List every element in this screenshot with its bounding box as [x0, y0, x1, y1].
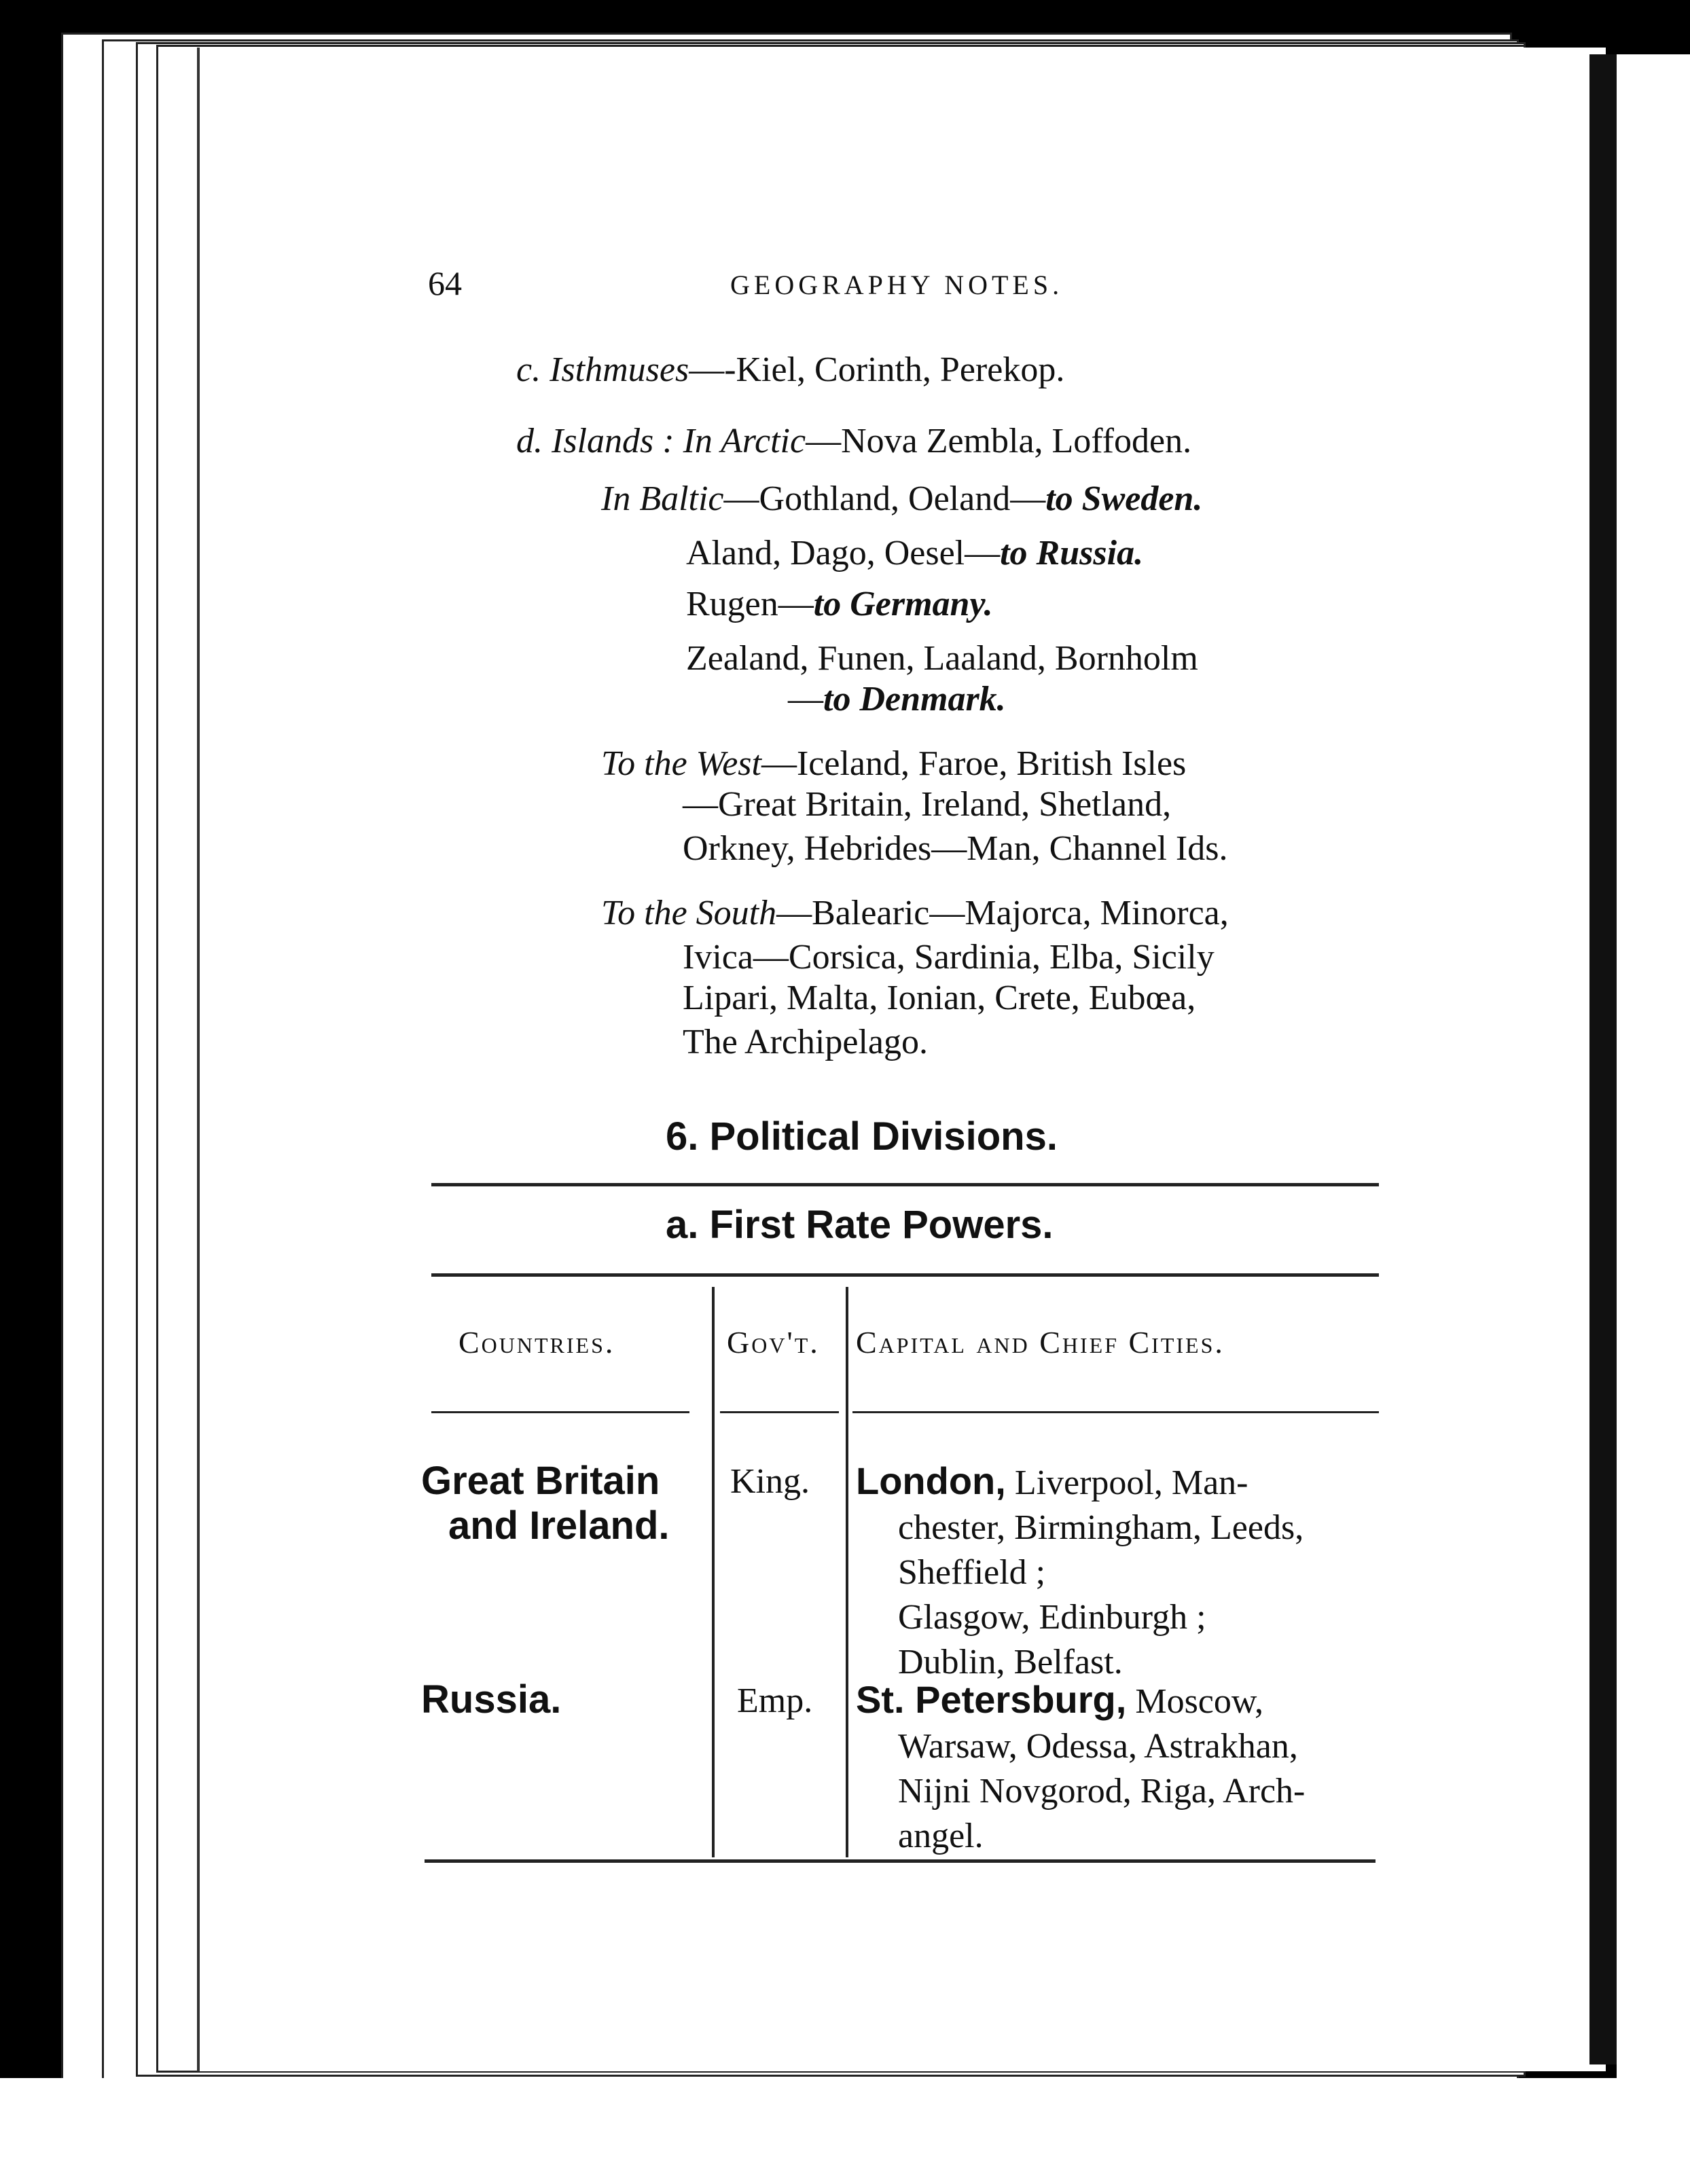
- cities-text: Liverpool, Man-: [1005, 1463, 1248, 1502]
- cities-line: angel.: [898, 1817, 984, 1855]
- country-line: and Ireland.: [448, 1504, 670, 1548]
- country-line: Great Britain: [421, 1459, 660, 1503]
- capital-city: London,: [856, 1459, 1006, 1502]
- table-top-rule: [431, 1273, 1379, 1277]
- baltic-owner: to Sweden.: [1045, 479, 1203, 518]
- baltic-line-2-owner: to Russia.: [1000, 534, 1144, 572]
- baltic-line-3-owner: to Germany.: [813, 585, 993, 623]
- west-line-3: Orkney, Hebrides—Man, Channel Ids.: [683, 829, 1228, 868]
- book-binding: [1589, 54, 1617, 2064]
- cities-line: Glasgow, Edinburgh ;: [898, 1598, 1206, 1637]
- cities-text: Moscow,: [1126, 1682, 1264, 1721]
- south-label: To the South: [601, 894, 777, 932]
- baltic-line-5: [788, 679, 1006, 720]
- header-rule: [431, 1411, 689, 1413]
- running-title: GEOGRAPHY NOTES.: [730, 270, 1064, 300]
- header-rule: [720, 1411, 839, 1413]
- baltic-line-2: [686, 533, 1143, 574]
- country-russia: Russia.: [421, 1677, 562, 1722]
- cities-line: Sheffield ;: [898, 1553, 1046, 1592]
- baltic-label: In Baltic: [601, 479, 724, 518]
- baltic-line-1: [601, 479, 1202, 520]
- islands-label: d. Islands :: [516, 422, 675, 460]
- west-line-1: [601, 744, 1186, 784]
- cities-cell: [856, 1459, 1304, 1685]
- header-countries: Countries.: [459, 1325, 615, 1360]
- page-number: 64: [428, 264, 462, 302]
- south-line-1: [601, 893, 1229, 934]
- baltic-line-3: [686, 584, 993, 625]
- islands-arctic-line: [516, 421, 1191, 462]
- header-capital-cities: Capital and Chief Cities.: [856, 1325, 1225, 1360]
- south-line-3: Lipari, Malta, Ionian, Crete, Eubœa,: [683, 979, 1196, 1017]
- arctic-label: In Arctic: [683, 422, 806, 460]
- isthmuses-text: —-Kiel, Corinth, Perekop.: [689, 350, 1065, 389]
- west-label: To the West: [601, 744, 761, 783]
- west-line-2: —Great Britain, Ireland, Shetland,: [683, 785, 1172, 824]
- table-bottom-rule: [425, 1859, 1376, 1863]
- isthmuses-line: [516, 350, 1064, 390]
- baltic-line-2-text: Aland, Dago, Oesel—: [686, 534, 1001, 572]
- baltic-line-5-owner: to Denmark.: [823, 680, 1006, 718]
- header-rule: [852, 1411, 1379, 1413]
- header-government: Gov't.: [727, 1325, 820, 1360]
- section-rule: [431, 1183, 1379, 1186]
- baltic-line-5-text: —: [788, 680, 823, 718]
- column-divider: [712, 1287, 715, 1857]
- cities-cell: [856, 1677, 1305, 1859]
- arctic-text: —Nova Zembla, Loffoden.: [806, 422, 1192, 460]
- cities-line: Warsaw, Odessa, Astrakhan,: [898, 1727, 1298, 1766]
- cities-line: chester, Birmingham, Leeds,: [898, 1508, 1304, 1547]
- west-line-1-text: —Iceland, Faroe, British Isles: [761, 744, 1187, 783]
- south-line-1-text: —Balearic—Majorca, Minorca,: [776, 894, 1229, 932]
- baltic-line-4: Zealand, Funen, Laaland, Bornholm: [686, 639, 1198, 678]
- subsection-title: a. First Rate Powers.: [666, 1203, 1054, 1247]
- south-line-2: Ivica—Corsica, Sardinia, Elba, Sicily: [683, 938, 1215, 977]
- column-divider: [846, 1287, 848, 1857]
- isthmuses-label: c. Isthmuses: [516, 350, 689, 389]
- right-margin: [1617, 54, 1690, 2092]
- bottom-margin: [0, 2078, 1690, 2184]
- capital-city: St. Petersburg,: [856, 1678, 1127, 1721]
- government-cell: Emp.: [737, 1681, 813, 1720]
- government-cell: King.: [730, 1462, 810, 1501]
- country-great-britain: [421, 1459, 670, 1548]
- baltic-text: —Gothland, Oeland—: [723, 479, 1046, 518]
- section-title: 6. Political Divisions.: [666, 1114, 1058, 1159]
- cities-line: Dublin, Belfast.: [898, 1643, 1123, 1681]
- cities-line: [856, 1677, 1305, 1724]
- cities-line: Nijni Novgorod, Riga, Arch-: [898, 1772, 1306, 1810]
- baltic-line-3-text: Rugen—: [686, 585, 814, 623]
- south-line-4: The Archipelago.: [683, 1023, 928, 1061]
- cities-line: [856, 1459, 1304, 1506]
